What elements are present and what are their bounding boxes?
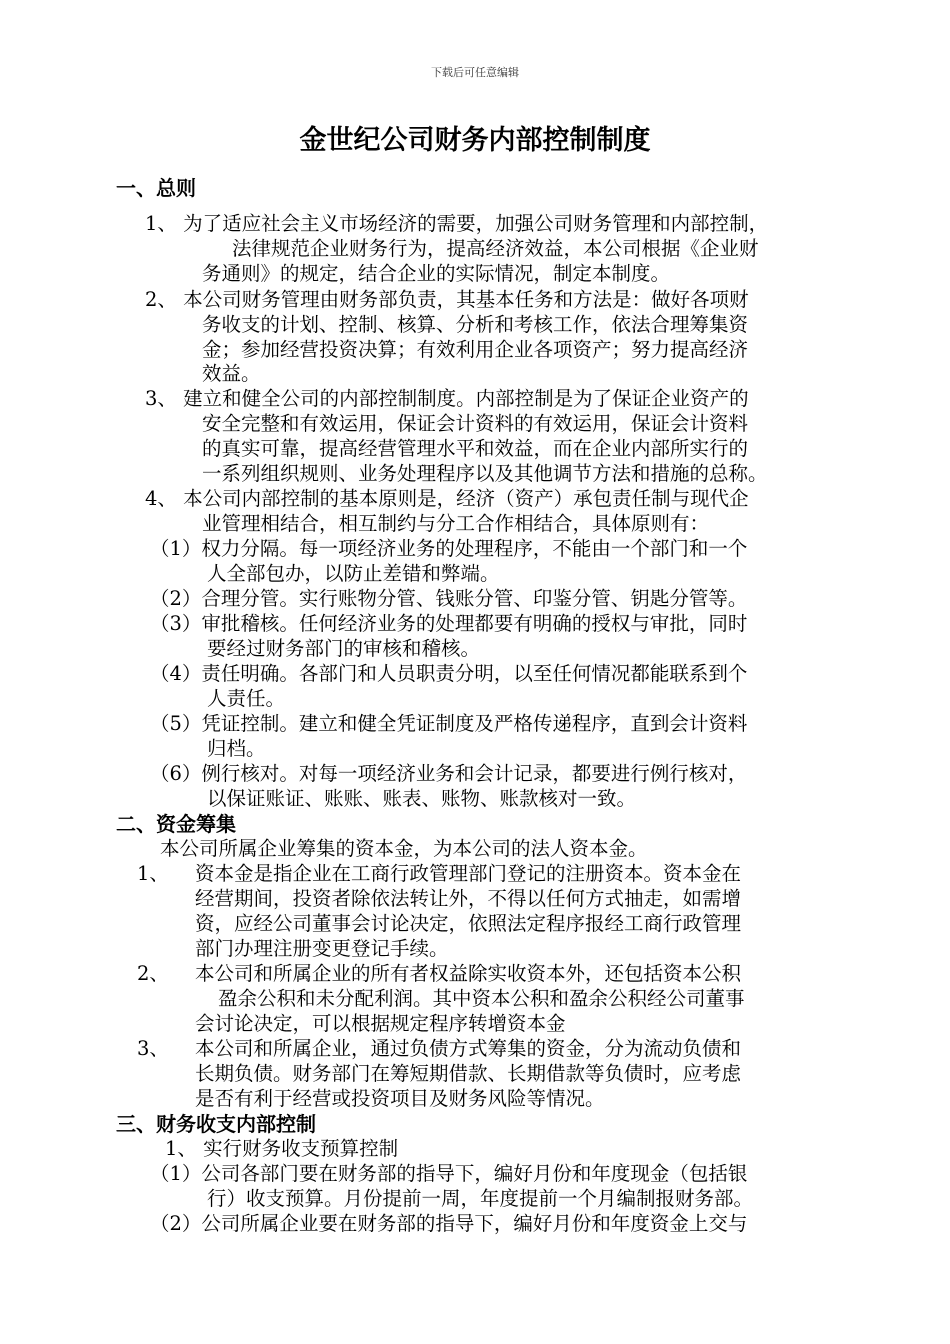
paragraph-line: 4、 本公司内部控制的基本原则是，经济（资产）承包责任制与现代企 <box>145 487 749 510</box>
paragraph-line: 1、 为了适应社会主义市场经济的需要，加强公司财务管理和内部控制， <box>145 212 769 235</box>
paragraph-line: 的真实可靠，提高经营管理水平和效益，而在企业内部所实行的 <box>202 437 749 460</box>
paragraph-line: （1）公司各部门要在财务部的指导下，编好月份和年度现金（包括银 <box>150 1162 748 1185</box>
paragraph-line: 2、 本公司财务管理由财务部负责，其基本任务和方法是：做好各项财 <box>145 288 749 311</box>
paragraph-line: （5）凭证控制。建立和健全凭证制度及严格传递程序，直到会计资料 <box>150 712 748 735</box>
paragraph-line: （2）合理分管。实行账物分管、钱账分管、印鉴分管、钥匙分管等。 <box>150 587 748 610</box>
section-heading-general: 一、总则 <box>116 176 196 200</box>
paragraph-line: 以保证账证、账账、账表、账物、账款核对一致。 <box>207 787 637 810</box>
paragraph-line: 业管理相结合，相互制约与分工合作相结合，具体原则有： <box>202 512 710 535</box>
page-title: 金世纪公司财务内部控制制度 <box>299 125 651 156</box>
paragraph-line: 归档。 <box>207 737 266 760</box>
list-number: 1、 <box>137 862 169 885</box>
paragraph-line: 经营期间，投资者除依法转让外，不得以任何方式抽走，如需增 <box>195 887 742 910</box>
paragraph-line: 行）收支预算。月份提前一周，年度提前一个月编制报财务部。 <box>207 1187 754 1210</box>
header-note: 下载后可任意编辑 <box>431 66 519 79</box>
section-heading-finance-control: 三、财务收支内部控制 <box>116 1112 316 1136</box>
paragraph-line: 安全完整和有效运用，保证会计资料的有效运用，保证会计资料 <box>202 412 749 435</box>
paragraph-line: （4）责任明确。各部门和人员职责分明，以至任何情况都能联系到个 <box>150 662 748 685</box>
paragraph-line: 效益。 <box>202 362 261 385</box>
paragraph-line: 要经过财务部门的审核和稽核。 <box>207 637 481 660</box>
paragraph-line: （1）权力分隔。每一项经济业务的处理程序，不能由一个部门和一个 <box>150 537 748 560</box>
paragraph-line: 是否有利于经营或投资项目及财务风险等情况。 <box>195 1087 605 1110</box>
paragraph-line: 资本金是指企业在工商行政管理部门登记的注册资本。资本金在 <box>195 862 742 885</box>
paragraph-line: 3、 建立和健全公司的内部控制制度。内部控制是为了保证企业资产的 <box>145 387 749 410</box>
paragraph-line: （2）公司所属企业要在财务部的指导下，编好月份和年度资金上交与 <box>150 1212 748 1235</box>
paragraph-line: 法律规范企业财务行为，提高经济效益，本公司根据《企业财 <box>232 237 759 260</box>
section-heading-funding: 二、资金筹集 <box>116 812 236 836</box>
paragraph-line: 长期负债。财务部门在筹短期借款、长期借款等负债时，应考虑 <box>195 1062 742 1085</box>
paragraph-line: 盈余公积和未分配利润。其中资本公积和盈余公积经公司董事 <box>218 987 745 1010</box>
paragraph-line: 1、 实行财务收支预算控制 <box>165 1137 399 1160</box>
paragraph-line: 资，应经公司董事会讨论决定，依照法定程序报经工商行政管理 <box>195 912 742 935</box>
paragraph-line: 务通则》的规定，结合企业的实际情况，制定本制度。 <box>202 262 671 285</box>
paragraph-line: 部门办理注册变更登记手续。 <box>195 937 449 960</box>
paragraph-line: 金；参加经营投资决算；有效利用企业各项资产；努力提高经济 <box>202 338 749 361</box>
paragraph-line: 人责任。 <box>207 687 286 710</box>
paragraph-line: 一系列组织规则、业务处理程序以及其他调节方法和措施的总称。 <box>202 462 768 485</box>
paragraph-line: 人全部包办，以防止差错和弊端。 <box>207 562 500 585</box>
paragraph-line: 本公司所属企业筹集的资本金，为本公司的法人资本金。 <box>160 837 648 860</box>
list-number: 3、 <box>137 1037 169 1060</box>
paragraph-line: （3）审批稽核。任何经济业务的处理都要有明确的授权与审批，同时 <box>150 612 748 635</box>
paragraph-line: 本公司和所属企业，通过负债方式筹集的资金，分为流动负债和 <box>195 1037 742 1060</box>
paragraph-line: 本公司和所属企业的所有者权益除实收资本外，还包括资本公积 <box>195 962 742 985</box>
list-number: 2、 <box>137 962 169 985</box>
paragraph-line: 务收支的计划、控制、核算、分析和考核工作，依法合理筹集资 <box>202 313 749 336</box>
paragraph-line: （6）例行核对。对每一项经济业务和会计记录，都要进行例行核对， <box>150 762 748 785</box>
paragraph-line: 会讨论决定，可以根据规定程序转增资本金 <box>195 1012 566 1035</box>
